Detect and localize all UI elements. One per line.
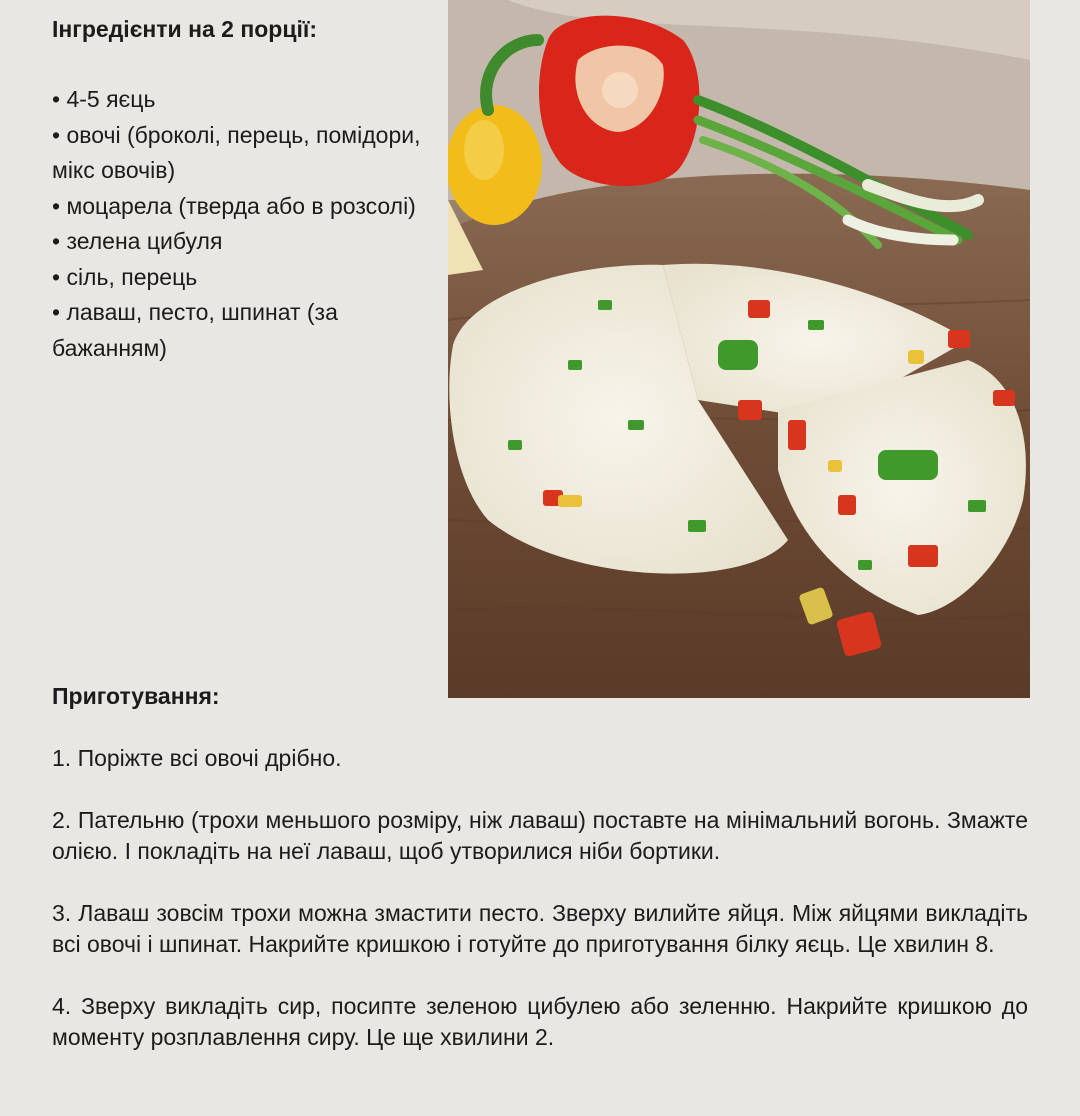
ingredient-item: • лаваш, песто, шпинат (за бажанням) — [52, 299, 338, 361]
preparation-step: 2. Пательню (трохи меньшого розміру, ніж лаваш) поставте на мінімальний вогонь. Змажте олією. І покладіть на неї лаваш, щоб утворилися ніби бортики. — [52, 806, 1028, 864]
ingredients-section — [52, 12, 432, 366]
preparation-step: 3. Лаваш зовсім трохи можна змастити песто. Зверху вилийте яйця. Між яйцями викладіть всі овочі і шпинат. Накрийте кришкою і готуйте до приготування білку яєць. Це хвилин 8. — [52, 899, 1028, 957]
preparation-heading: Приготування: — [52, 683, 220, 709]
ingredient-item: • зелена цибуля — [52, 228, 223, 254]
ingredients-list — [52, 82, 432, 366]
ingredient-item: • овочі (броколі, перець, помідори, мікс овочів) — [52, 121, 421, 183]
preparation-section — [52, 679, 1028, 1084]
omelette-photo — [448, 0, 1030, 698]
ingredients-heading: Інгредієнти на 2 порції: — [52, 16, 317, 42]
preparation-step: 1. Поріжте всі овочі дрібно. — [52, 745, 342, 771]
ingredient-item: • 4-5 яєць — [52, 86, 156, 112]
ingredient-item: • моцарела (тверда або в розсолі) — [52, 192, 416, 219]
ingredient-item: • сіль, перець — [52, 263, 198, 290]
preparation-step: 4. Зверху викладіть сир, посипте зеленою цибулею або зеленню. Накрийте кришкою до моменту розплавлення сиру. Це ще хвилини 2. — [52, 992, 1028, 1050]
